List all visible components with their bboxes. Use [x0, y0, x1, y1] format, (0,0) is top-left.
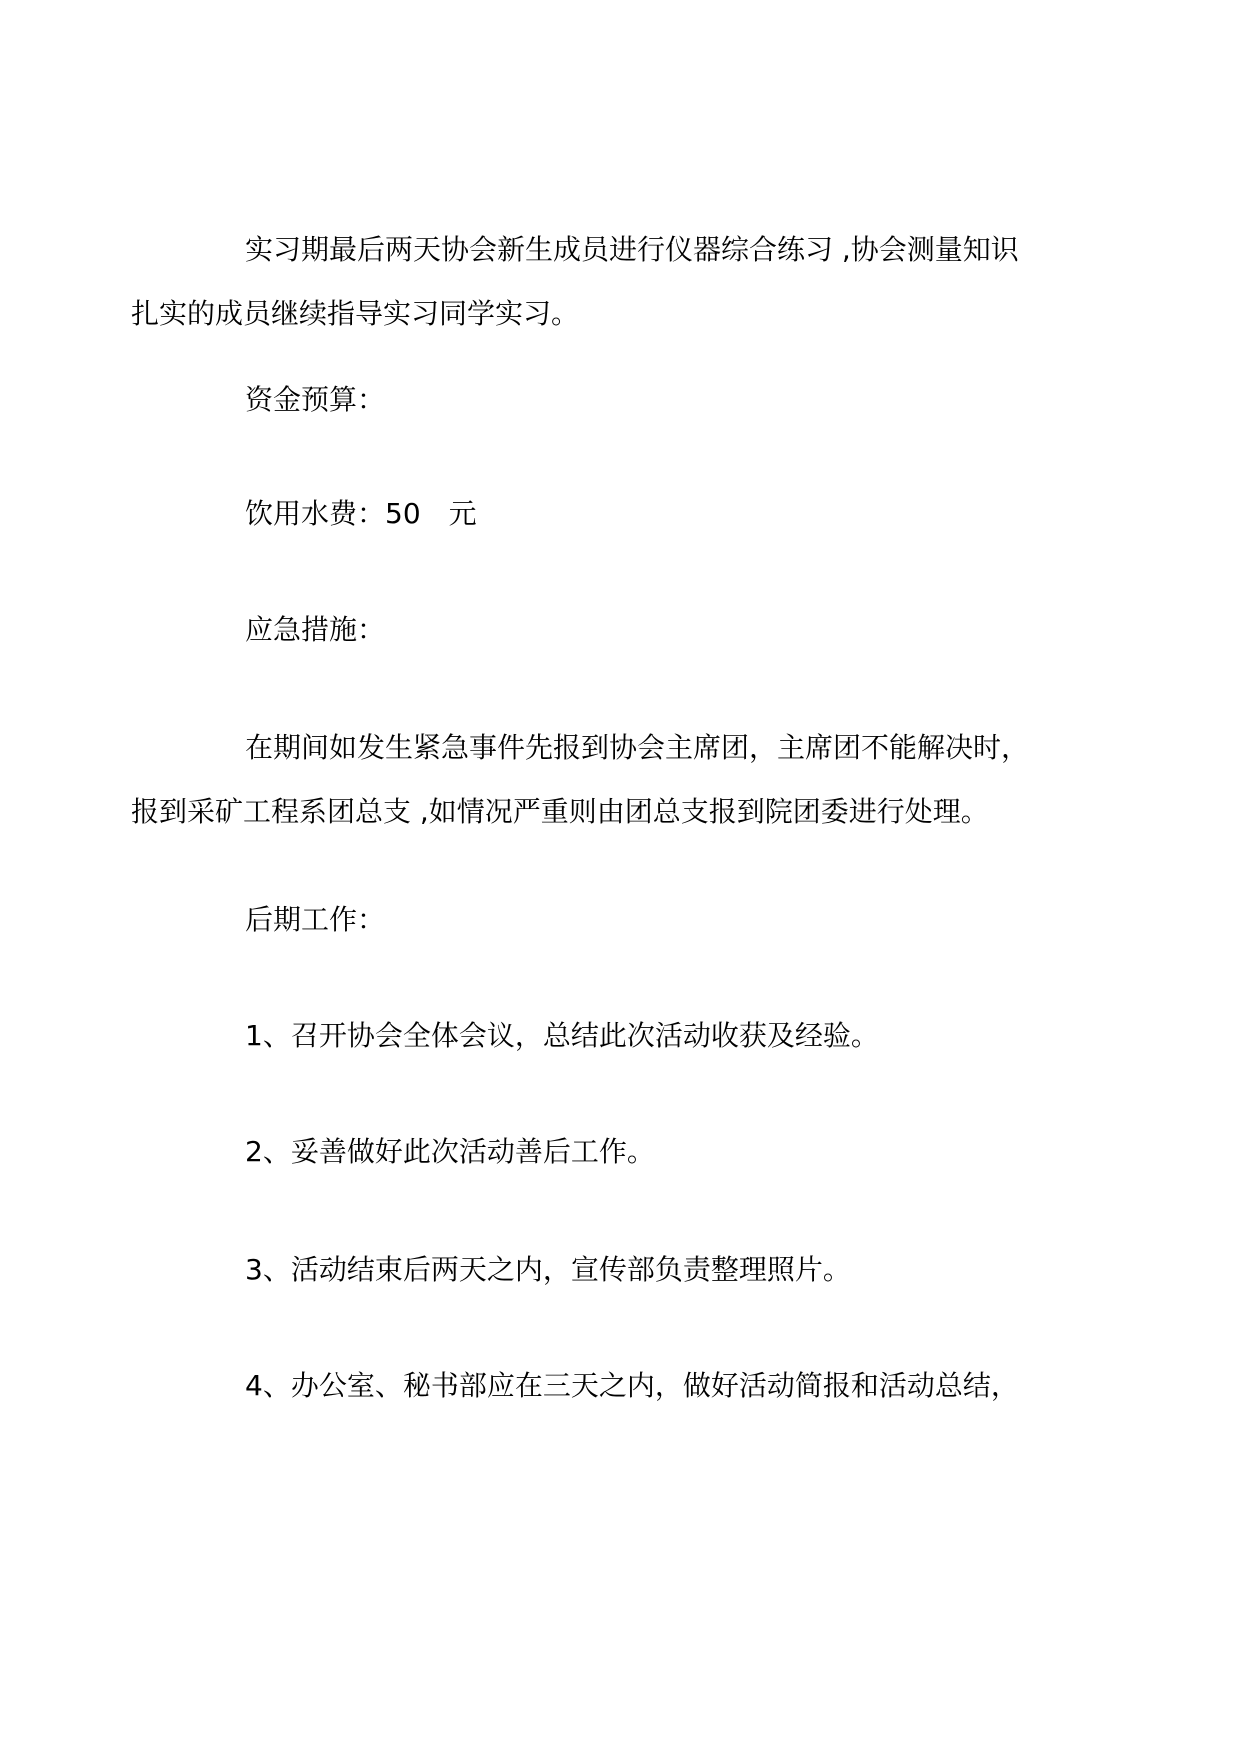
heading-budget [188, 368, 1088, 432]
paragraph-line: 2、妥善做好此次活动善后工作。 [245, 1135, 655, 1168]
heading-emergency [188, 598, 1088, 662]
budget-water-fee [188, 482, 1088, 546]
paragraph-line: 后期工作： [245, 903, 386, 936]
followup-item-3 [188, 1238, 1088, 1302]
paragraph-line: 4、办公室、秘书部应在三天之内，做好活动简报和活动总结， [245, 1369, 1019, 1402]
paragraph-line: 实习期最后两天协会新生成员进行仪器综合练习 ,协会测量知识 [245, 233, 1019, 266]
paragraph-line: 饮用水费：50 元 [245, 497, 477, 530]
paragraph-practice [131, 218, 1088, 346]
paragraph-emergency [131, 716, 1088, 844]
paragraph-line: 报到采矿工程系团总支 ,如情况严重则由团总支报到院团委进行处理。 [131, 795, 989, 828]
paragraph-line: 3、活动结束后两天之内，宣传部负责整理照片。 [245, 1253, 851, 1286]
paragraph-line: 扎实的成员继续指导实习同学实习。 [131, 297, 580, 330]
paragraph-line: 资金预算： [245, 383, 386, 416]
followup-item-1 [188, 1004, 1088, 1068]
paragraph-line: 在期间如发生紧急事件先报到协会主席团，主席团不能解决时， [245, 731, 1030, 764]
heading-followup [188, 888, 1088, 952]
followup-item-2 [188, 1120, 1088, 1184]
paragraph-line: 应急措施： [245, 613, 386, 646]
paragraph-line: 1、召开协会全体会议，总结此次活动收获及经验。 [245, 1019, 879, 1052]
followup-item-4 [188, 1354, 1088, 1418]
